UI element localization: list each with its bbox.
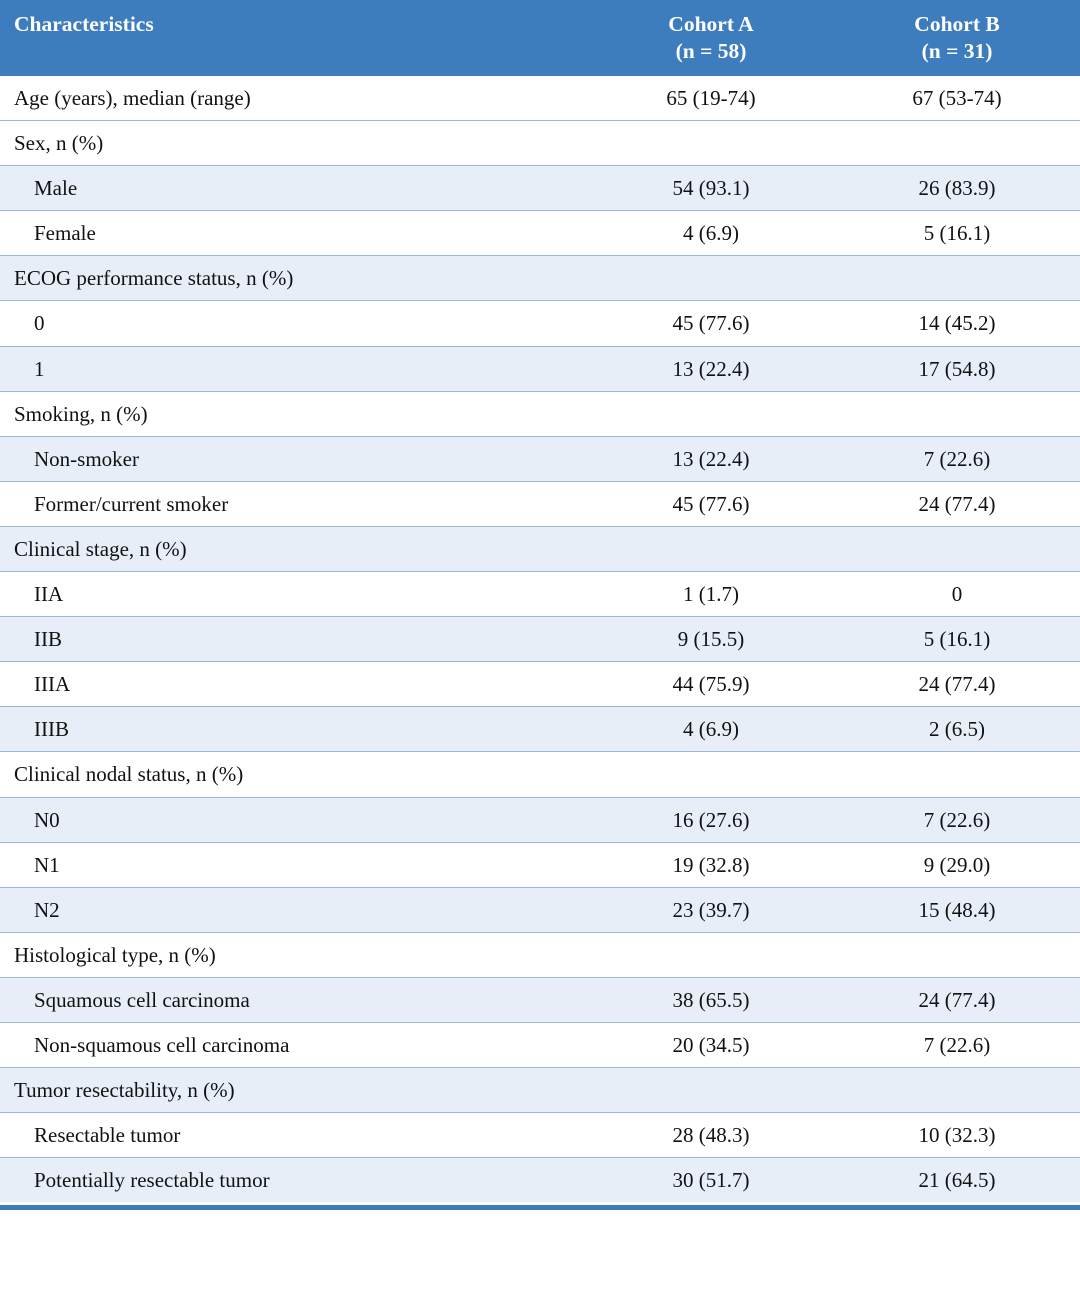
table-row [0, 977, 1080, 1022]
table-row [0, 121, 1080, 166]
row-label: Squamous cell carcinoma [0, 977, 588, 1022]
table-row [0, 887, 1080, 932]
row-label: Histological type, n (%) [0, 932, 588, 977]
row-value-cohort-a [588, 1068, 834, 1113]
row-value-cohort-a: 38 (65.5) [588, 977, 834, 1022]
row-value-cohort-a: 65 (19-74) [588, 76, 834, 121]
table-row [0, 842, 1080, 887]
row-label: 1 [0, 346, 588, 391]
row-value-cohort-a: 16 (27.6) [588, 797, 834, 842]
row-label: IIB [0, 617, 588, 662]
table-body [0, 76, 1080, 1202]
row-label: Sex, n (%) [0, 121, 588, 166]
row-value-cohort-b: 24 (77.4) [834, 977, 1080, 1022]
row-value-cohort-b: 10 (32.3) [834, 1113, 1080, 1158]
row-value-cohort-b: 15 (48.4) [834, 887, 1080, 932]
row-label: Former/current smoker [0, 481, 588, 526]
column-header-cohort-b [834, 0, 1080, 76]
row-value-cohort-b: 67 (53-74) [834, 76, 1080, 121]
table-row [0, 526, 1080, 571]
row-value-cohort-b: 7 (22.6) [834, 436, 1080, 481]
row-value-cohort-a [588, 752, 834, 797]
row-label: N2 [0, 887, 588, 932]
table-row [0, 391, 1080, 436]
row-value-cohort-b: 0 [834, 572, 1080, 617]
table-row [0, 481, 1080, 526]
table-row [0, 76, 1080, 121]
row-value-cohort-b [834, 256, 1080, 301]
table-row [0, 301, 1080, 346]
row-label: IIA [0, 572, 588, 617]
row-label: Non-smoker [0, 436, 588, 481]
table-row [0, 346, 1080, 391]
row-value-cohort-a: 9 (15.5) [588, 617, 834, 662]
row-value-cohort-b: 26 (83.9) [834, 166, 1080, 211]
table-row [0, 1068, 1080, 1113]
row-value-cohort-a: 13 (22.4) [588, 346, 834, 391]
table-row [0, 166, 1080, 211]
row-label: Clinical nodal status, n (%) [0, 752, 588, 797]
row-value-cohort-a: 19 (32.8) [588, 842, 834, 887]
table-row [0, 617, 1080, 662]
row-value-cohort-b: 24 (77.4) [834, 662, 1080, 707]
row-value-cohort-b [834, 526, 1080, 571]
row-value-cohort-b: 24 (77.4) [834, 481, 1080, 526]
row-value-cohort-a [588, 932, 834, 977]
row-value-cohort-a: 28 (48.3) [588, 1113, 834, 1158]
row-label: Resectable tumor [0, 1113, 588, 1158]
row-value-cohort-a: 23 (39.7) [588, 887, 834, 932]
table-row [0, 932, 1080, 977]
row-value-cohort-b: 9 (29.0) [834, 842, 1080, 887]
column-header-characteristics [0, 0, 588, 76]
table-row [0, 572, 1080, 617]
row-value-cohort-b: 21 (64.5) [834, 1158, 1080, 1203]
table-row [0, 1113, 1080, 1158]
row-label: 0 [0, 301, 588, 346]
row-value-cohort-a: 44 (75.9) [588, 662, 834, 707]
row-label: IIIB [0, 707, 588, 752]
column-header-cohort-a-sub: (n = 58) [675, 39, 747, 63]
row-label: Age (years), median (range) [0, 76, 588, 121]
column-header-cohort-b-label: Cohort B [914, 12, 1000, 36]
table-row [0, 752, 1080, 797]
row-value-cohort-b: 14 (45.2) [834, 301, 1080, 346]
row-label: Male [0, 166, 588, 211]
row-label: Potentially resectable tumor [0, 1158, 588, 1203]
row-value-cohort-a: 54 (93.1) [588, 166, 834, 211]
table-row [0, 211, 1080, 256]
row-label: Non-squamous cell carcinoma [0, 1022, 588, 1067]
row-value-cohort-a: 20 (34.5) [588, 1022, 834, 1067]
table-row [0, 1022, 1080, 1067]
row-value-cohort-b: 7 (22.6) [834, 797, 1080, 842]
row-label: Tumor resectability, n (%) [0, 1068, 588, 1113]
row-value-cohort-a [588, 526, 834, 571]
row-label: Female [0, 211, 588, 256]
table-row [0, 256, 1080, 301]
row-value-cohort-b: 5 (16.1) [834, 617, 1080, 662]
row-value-cohort-b [834, 932, 1080, 977]
row-label: Clinical stage, n (%) [0, 526, 588, 571]
row-label: N0 [0, 797, 588, 842]
row-value-cohort-a: 45 (77.6) [588, 301, 834, 346]
column-header-cohort-a [588, 0, 834, 76]
row-label: IIIA [0, 662, 588, 707]
row-value-cohort-b [834, 121, 1080, 166]
row-value-cohort-a: 45 (77.6) [588, 481, 834, 526]
column-header-cohort-a-label: Cohort A [668, 12, 754, 36]
row-value-cohort-a [588, 121, 834, 166]
row-value-cohort-b [834, 752, 1080, 797]
row-value-cohort-b [834, 391, 1080, 436]
row-value-cohort-b: 2 (6.5) [834, 707, 1080, 752]
table-row [0, 707, 1080, 752]
table-bottom-rule [0, 1205, 1080, 1210]
row-label: ECOG performance status, n (%) [0, 256, 588, 301]
table-row [0, 1158, 1080, 1203]
row-value-cohort-b: 17 (54.8) [834, 346, 1080, 391]
column-header-characteristics-label: Characteristics [14, 12, 154, 36]
row-value-cohort-a: 13 (22.4) [588, 436, 834, 481]
table-header-row [0, 0, 1080, 76]
row-value-cohort-a [588, 256, 834, 301]
row-value-cohort-a: 1 (1.7) [588, 572, 834, 617]
row-value-cohort-a [588, 391, 834, 436]
table-header [0, 0, 1080, 76]
table-row [0, 797, 1080, 842]
row-value-cohort-a: 30 (51.7) [588, 1158, 834, 1203]
row-label: Smoking, n (%) [0, 391, 588, 436]
row-value-cohort-a: 4 (6.9) [588, 707, 834, 752]
table-row [0, 436, 1080, 481]
table-row [0, 662, 1080, 707]
row-value-cohort-a: 4 (6.9) [588, 211, 834, 256]
row-value-cohort-b: 5 (16.1) [834, 211, 1080, 256]
row-value-cohort-b: 7 (22.6) [834, 1022, 1080, 1067]
row-label: N1 [0, 842, 588, 887]
column-header-cohort-b-sub: (n = 31) [921, 39, 993, 63]
row-value-cohort-b [834, 1068, 1080, 1113]
column-header-characteristics-sub [0, 39, 588, 51]
